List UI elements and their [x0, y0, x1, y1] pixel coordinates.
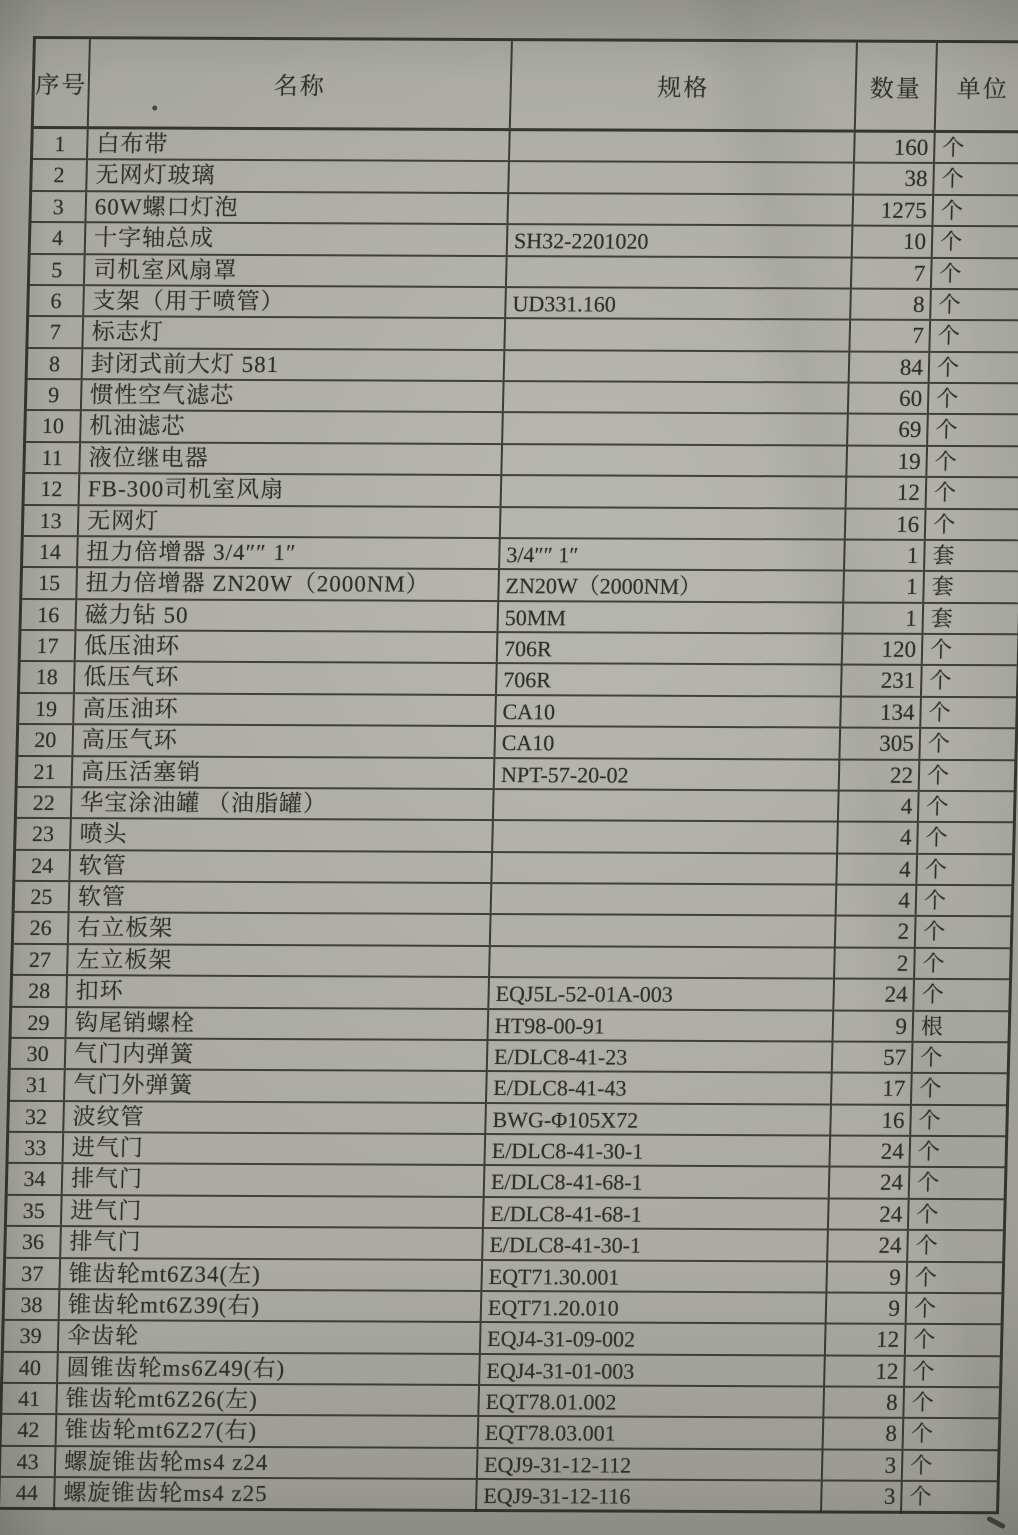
cell-name: 扣环 — [67, 976, 490, 1007]
table-row — [26, 411, 1018, 447]
cell-name: 进气门 — [63, 1133, 486, 1164]
cell-qty: 1 — [845, 540, 926, 570]
table-row — [27, 380, 1018, 416]
cell-spec — [491, 915, 837, 946]
cell-spec: 50MM — [499, 602, 845, 633]
cell-spec — [510, 131, 856, 162]
cell-spec — [504, 382, 850, 413]
cell-qty: 60 — [849, 384, 930, 414]
cell-name: 螺旋锥齿轮ms4 z25 — [55, 1478, 478, 1511]
cell-spec: BWG-Φ105X72 — [486, 1104, 832, 1135]
table-row — [8, 1164, 1005, 1200]
cell-index: 39 — [4, 1321, 60, 1351]
cell-qty: 7 — [852, 258, 933, 288]
cell-spec — [502, 476, 848, 507]
cell-name: 排气门 — [61, 1227, 484, 1258]
cell-qty: 7 — [850, 321, 931, 351]
cell-unit: 套 — [930, 605, 954, 631]
table-header-row — [34, 39, 1018, 133]
pen-mark — [986, 1516, 1006, 1530]
cell-qty: 24 — [834, 980, 915, 1010]
table-row — [31, 192, 1018, 228]
table-row — [24, 505, 1018, 541]
cell-unit: 个 — [932, 511, 956, 537]
table-row — [31, 223, 1018, 259]
cell-index: 26 — [14, 913, 70, 943]
table-row — [17, 788, 1014, 824]
table-row — [16, 819, 1013, 855]
cell-qty: 1275 — [853, 195, 934, 225]
cell-spec: E/DLC8-41-43 — [487, 1072, 833, 1103]
cell-qty: 16 — [846, 509, 927, 539]
cell-name: 螺旋锥齿轮ms4 z24 — [56, 1447, 479, 1478]
cell-unit: 个 — [918, 1107, 941, 1133]
cell-qty: 9 — [827, 1293, 908, 1323]
cell-name: 司机室风扇罩 — [85, 255, 508, 286]
cell-spec: E/DLC8-41-30-1 — [483, 1229, 829, 1260]
cell-index: 38 — [5, 1290, 61, 1320]
header-spec: 规格 — [511, 41, 858, 129]
cell-index: 12 — [25, 474, 81, 504]
cell-spec: CA10 — [496, 696, 842, 727]
cell-spec: E/DLC8-41-30-1 — [485, 1135, 831, 1166]
cell-spec — [493, 821, 839, 852]
table-row — [18, 725, 1015, 761]
table-row — [4, 1321, 1001, 1357]
cell-qty: 9 — [834, 1011, 915, 1041]
cell-spec — [505, 351, 851, 382]
cell-index: 42 — [2, 1415, 58, 1445]
cell-index: 8 — [28, 349, 84, 379]
table-row — [19, 694, 1016, 730]
cell-name: 磁力钻 50 — [77, 600, 500, 631]
cell-name: 低压油环 — [76, 631, 499, 662]
cell-name: 波纹管 — [64, 1102, 487, 1133]
cell-qty: 38 — [854, 164, 935, 194]
cell-spec — [507, 257, 853, 288]
parts-list-table — [0, 36, 1018, 1514]
cell-unit: 个 — [936, 354, 960, 380]
cell-unit: 个 — [915, 1201, 939, 1227]
cell-spec: UD331.160 — [506, 288, 852, 319]
cell-unit: 个 — [925, 825, 948, 851]
cell-spec — [492, 853, 838, 884]
table-row — [2, 1415, 999, 1451]
cell-spec: EQT78.03.001 — [479, 1417, 825, 1448]
cell-spec: CA10 — [495, 727, 841, 758]
cell-qty: 57 — [833, 1042, 914, 1072]
cell-index: 44 — [0, 1478, 56, 1510]
table-row — [28, 349, 1018, 385]
cell-unit: 个 — [915, 1232, 938, 1259]
cell-spec: EQT71.30.001 — [482, 1260, 828, 1291]
cell-index: 16 — [22, 600, 78, 630]
table-row — [13, 945, 1010, 981]
cell-name: 右立板架 — [69, 914, 492, 945]
cell-unit: 根 — [920, 1013, 944, 1039]
table-row — [18, 756, 1015, 792]
cell-qty: 2 — [835, 948, 916, 978]
cell-qty: 4 — [838, 823, 919, 853]
table-row — [25, 443, 1018, 479]
cell-unit: 个 — [939, 229, 963, 255]
table-row — [3, 1353, 1000, 1389]
cell-spec: NPT-57-20-02 — [495, 759, 841, 790]
cell-name: 高压气环 — [73, 725, 496, 756]
cell-name: 扭力倍增器 ZN20W（2000NM） — [77, 568, 500, 599]
table-row — [7, 1196, 1004, 1232]
cell-unit: 个 — [913, 1295, 937, 1321]
table-row — [2, 1384, 999, 1420]
cell-spec — [494, 790, 840, 821]
cell-unit: 个 — [942, 134, 965, 161]
table-row — [28, 317, 1018, 353]
table-row — [8, 1133, 1005, 1169]
cell-index: 7 — [28, 317, 84, 347]
cell-index: 30 — [11, 1039, 67, 1069]
cell-index: 2 — [32, 160, 88, 190]
cell-qty: 160 — [855, 133, 936, 163]
cell-spec — [502, 445, 848, 476]
cell-index: 14 — [23, 537, 79, 567]
cell-index: 28 — [12, 976, 68, 1006]
cell-index: 20 — [18, 725, 74, 755]
cell-unit: 个 — [916, 1170, 940, 1196]
cell-spec — [509, 162, 855, 193]
cell-index: 13 — [24, 505, 80, 535]
cell-index: 21 — [18, 756, 74, 786]
cell-unit: 个 — [941, 166, 964, 192]
table-row — [29, 286, 1018, 322]
table-body — [0, 129, 1018, 1514]
table-row — [10, 1070, 1007, 1106]
cell-name: 锥齿轮mt6Z27(右) — [57, 1415, 480, 1446]
table-row — [0, 1478, 997, 1514]
cell-name: 标志灯 — [83, 317, 506, 348]
cell-name: 低压气环 — [75, 663, 498, 694]
table-row — [6, 1227, 1003, 1263]
cell-unit: 个 — [927, 731, 951, 757]
cell-spec: EQJ4-31-01-003 — [480, 1355, 826, 1386]
cell-index: 37 — [5, 1258, 61, 1288]
cell-spec — [508, 194, 854, 225]
cell-name: 进气门 — [62, 1196, 485, 1227]
cell-index: 31 — [10, 1070, 66, 1100]
cell-qty: 9 — [827, 1262, 908, 1292]
cell-unit: 个 — [935, 385, 959, 412]
cell-index: 5 — [30, 254, 86, 284]
cell-unit: 个 — [921, 982, 944, 1008]
cell-index: 25 — [15, 882, 71, 912]
cell-unit: 个 — [935, 417, 958, 443]
table-row — [11, 1039, 1008, 1075]
cell-unit: 个 — [933, 480, 957, 506]
cell-spec: EQJ4-31-09-002 — [481, 1323, 827, 1354]
header-qty: 数量 — [856, 43, 938, 130]
cell-spec: EQJ5L-52-01A-003 — [489, 978, 835, 1009]
cell-qty: 4 — [839, 791, 920, 821]
table-row — [15, 851, 1012, 887]
table-row — [21, 631, 1018, 667]
cell-qty: 84 — [850, 352, 931, 382]
cell-unit: 个 — [919, 1076, 942, 1102]
cell-name: 封闭式前大灯 581 — [83, 349, 506, 380]
cell-name: 高压油环 — [74, 694, 497, 725]
cell-name: 软管 — [70, 851, 493, 882]
cell-index: 24 — [15, 851, 71, 881]
cell-name: 伞齿轮 — [59, 1321, 482, 1352]
cell-index: 27 — [13, 945, 69, 975]
cell-name: 左立板架 — [68, 945, 491, 976]
cell-name: 气门外弹簧 — [65, 1070, 488, 1101]
table-row — [23, 537, 1018, 573]
cell-qty: 120 — [843, 635, 924, 665]
cell-unit: 个 — [914, 1264, 938, 1290]
table-row — [25, 474, 1018, 510]
cell-spec: ZN20W（2000NM） — [499, 570, 845, 601]
table-row — [12, 976, 1009, 1012]
cell-index: 11 — [25, 443, 81, 473]
cell-index: 19 — [19, 694, 75, 724]
cell-unit: 个 — [919, 1044, 943, 1070]
cell-qty: 17 — [832, 1074, 913, 1104]
cell-name: 锥齿轮mt6Z34(左) — [60, 1259, 483, 1290]
cell-unit: 个 — [938, 260, 962, 286]
cell-unit: 个 — [925, 793, 949, 819]
cell-unit: 个 — [934, 448, 958, 474]
cell-unit: 个 — [929, 636, 953, 663]
cell-unit: 套 — [931, 574, 954, 600]
cell-spec — [501, 508, 847, 539]
cell-index: 29 — [12, 1007, 68, 1037]
cell-index: 33 — [8, 1133, 64, 1163]
cell-unit: 个 — [929, 668, 952, 694]
cell-index: 9 — [27, 380, 83, 410]
cell-name: 机油滤芯 — [81, 412, 504, 443]
cell-qty: 8 — [824, 1419, 905, 1449]
cell-spec: SH32-2201020 — [508, 225, 854, 256]
table-row — [20, 662, 1017, 698]
cell-name: 华宝涂油罐 （油脂罐） — [72, 788, 495, 819]
cell-spec — [503, 413, 849, 444]
cell-qty: 2 — [836, 917, 917, 947]
cell-index: 34 — [8, 1164, 64, 1194]
cell-qty: 1 — [844, 572, 925, 602]
cell-spec: HT98-00-91 — [489, 1010, 835, 1041]
cell-name: 扭力倍增器 3/4″″ 1″ — [78, 537, 501, 568]
cell-name: 喷头 — [71, 819, 494, 850]
cell-index: 3 — [31, 192, 87, 222]
cell-qty: 24 — [830, 1136, 911, 1166]
cell-qty: 12 — [847, 478, 928, 508]
cell-spec: 706R — [497, 664, 843, 695]
cell-name: 高压活塞销 — [73, 757, 496, 788]
cell-unit: 个 — [922, 919, 946, 945]
cell-qty: 12 — [825, 1356, 906, 1386]
cell-name: 惯性空气滤芯 — [82, 380, 505, 411]
cell-spec: EQJ9-31-12-116 — [477, 1480, 823, 1513]
cell-index: 43 — [1, 1447, 57, 1477]
cell-name: 液位继电器 — [80, 443, 503, 474]
cell-unit: 个 — [940, 197, 964, 223]
cell-qty: 24 — [828, 1231, 909, 1261]
cell-qty: 134 — [841, 697, 922, 727]
cell-index: 15 — [22, 568, 78, 598]
cell-qty: 4 — [837, 886, 918, 916]
cell-spec — [505, 319, 851, 350]
cell-index: 23 — [16, 819, 72, 849]
cell-name: 软管 — [70, 882, 493, 913]
cell-qty: 24 — [830, 1168, 911, 1198]
cell-index: 4 — [31, 223, 87, 253]
cell-qty: 8 — [824, 1387, 905, 1417]
table-row — [9, 1102, 1006, 1138]
cell-qty: 3 — [823, 1450, 904, 1480]
cell-unit: 个 — [922, 950, 945, 976]
cell-unit: 个 — [911, 1389, 935, 1415]
header-name: 名称 — [89, 39, 513, 128]
cell-qty: 10 — [853, 227, 934, 257]
cell-index: 32 — [9, 1102, 65, 1132]
cell-qty: 1 — [844, 603, 925, 633]
cell-unit: 个 — [926, 762, 950, 788]
cell-index: 36 — [6, 1227, 62, 1257]
header-index: 序号 — [34, 39, 91, 126]
table-row — [1, 1447, 998, 1483]
cell-unit: 个 — [909, 1452, 933, 1478]
cell-name: 锥齿轮mt6Z26(左) — [57, 1384, 480, 1415]
cell-qty: 24 — [829, 1199, 910, 1229]
cell-unit: 个 — [937, 323, 961, 349]
cell-unit: 个 — [910, 1421, 934, 1447]
table-row — [5, 1258, 1002, 1294]
cell-unit: 个 — [928, 699, 951, 725]
cell-name: 60W螺口灯泡 — [86, 192, 509, 223]
cell-qty: 231 — [842, 666, 923, 696]
cell-qty: 22 — [840, 760, 921, 790]
cell-qty: 19 — [847, 446, 928, 476]
cell-qty: 16 — [831, 1105, 912, 1135]
cell-index: 1 — [33, 129, 89, 159]
cell-unit: 个 — [917, 1138, 941, 1164]
cell-index: 10 — [26, 411, 82, 441]
table-row — [21, 600, 1018, 636]
cell-qty: 69 — [848, 415, 929, 445]
cell-spec: 3/4″″ 1″ — [500, 539, 846, 570]
cell-qty: 305 — [840, 729, 921, 759]
cell-name: 锥齿轮mt6Z39(右) — [60, 1290, 483, 1321]
cell-spec — [492, 884, 838, 915]
cell-qty: 8 — [851, 289, 932, 319]
table-row — [11, 1007, 1008, 1043]
cell-name: 无网灯 — [79, 506, 502, 537]
cell-index: 17 — [21, 631, 77, 661]
cell-spec: 706R — [498, 633, 844, 664]
cell-unit: 个 — [912, 1327, 936, 1353]
cell-unit: 个 — [938, 291, 961, 317]
table-row — [5, 1290, 1002, 1326]
cell-unit: 个 — [912, 1358, 935, 1384]
cell-spec: EQT78.01.002 — [479, 1386, 825, 1417]
table-row — [32, 160, 1018, 196]
cell-index: 18 — [20, 662, 76, 692]
table-row — [15, 882, 1012, 918]
header-unit: 单位 — [936, 43, 1018, 130]
cell-spec: E/DLC8-41-68-1 — [485, 1166, 831, 1197]
cell-spec — [490, 947, 836, 978]
cell-qty: 12 — [826, 1325, 907, 1355]
cell-name: FB-300司机室风扇 — [80, 474, 503, 505]
table-row — [22, 568, 1018, 604]
cell-unit: 个 — [924, 856, 948, 882]
cell-name: 圆锥齿轮ms6Z49(右) — [58, 1353, 481, 1384]
table-row — [14, 913, 1011, 949]
cell-spec: EQT71.20.010 — [482, 1292, 828, 1323]
cell-unit: 套 — [932, 542, 955, 568]
cell-qty: 3 — [822, 1482, 903, 1514]
cell-name: 气门内弹簧 — [66, 1039, 489, 1070]
cell-spec: EQJ9-31-12-112 — [478, 1449, 824, 1480]
cell-index: 40 — [3, 1353, 59, 1383]
cell-unit: 个 — [909, 1483, 932, 1510]
cell-index: 6 — [29, 286, 85, 316]
cell-index: 41 — [2, 1384, 58, 1414]
table-row — [33, 129, 1018, 165]
cell-name: 无网灯玻璃 — [87, 161, 510, 192]
cell-name: 十字轴总成 — [86, 223, 509, 254]
cell-name: 钩尾销螺栓 — [67, 1008, 490, 1039]
cell-name: 排气门 — [63, 1165, 486, 1196]
cell-index: 35 — [7, 1196, 63, 1226]
cell-name: 支架（用于喷管） — [84, 286, 507, 317]
cell-spec: E/DLC8-41-23 — [488, 1041, 834, 1072]
cell-index: 22 — [17, 788, 73, 818]
cell-qty: 4 — [837, 854, 918, 884]
cell-unit: 个 — [923, 887, 947, 913]
cell-name: 白布带 — [88, 129, 511, 160]
cell-spec: E/DLC8-41-68-1 — [484, 1198, 830, 1229]
table-row — [30, 254, 1018, 290]
